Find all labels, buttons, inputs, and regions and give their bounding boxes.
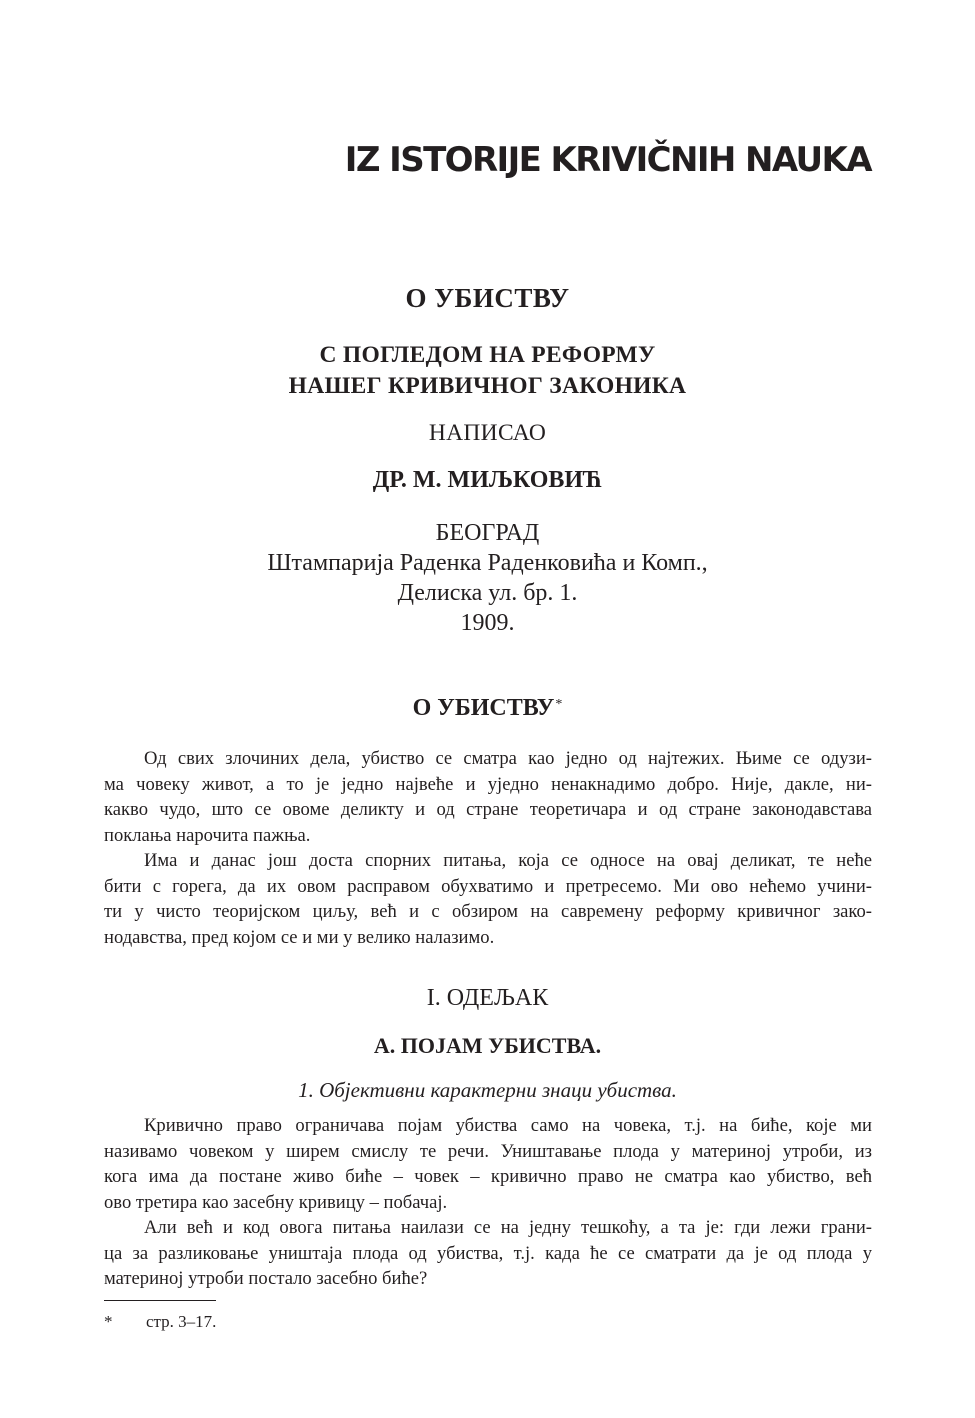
imprint-address: Делиска ул. бр. 1. [397, 580, 578, 606]
article-title-text: О УБИСТВУ [412, 695, 555, 721]
written-by-label: НАПИСАО [428, 420, 547, 446]
subsection-heading: А. ПОЈАМ УБИСТВА. [373, 1033, 602, 1058]
paragraph-line: Има и данас још доста спорних питања, која се односе на овај деликат, те неће [144, 850, 872, 871]
imprint-year: 1909. [460, 610, 515, 636]
paragraph-line: ца за разликовање уништаја плода од убиства, т.ј. када ће се сматрати да је од плода у [104, 1242, 872, 1264]
paragraph [104, 1113, 872, 1216]
footnote-divider [104, 1300, 216, 1301]
footnote-reference[interactable]: * [555, 697, 563, 712]
paragraph-line: нодавства, пред којом се и ми у велико налазимо. [104, 927, 495, 949]
paragraph-line: кога има да постане живо биће – човек – кривично право не сматра као убиство, већ [104, 1166, 872, 1188]
paragraph-line: какво чудо, што се овоме деликту и од стране теоретичара и од стране законодавстава [104, 799, 872, 821]
paragraph-line: бити с горега, да их овом расправом обухватимо и претресемо. Ми ово нећемо учини- [104, 875, 872, 897]
book-subtitle [0, 340, 975, 402]
book-subtitle-line: НАШЕГ КРИВИЧНОГ ЗАКОНИКА [288, 373, 687, 399]
footnote [104, 1312, 216, 1332]
section-title: IZ ISTORIJE KRIVIČNIH NAUKA [344, 140, 871, 180]
paragraph-line: ма човеку живот, а то је једно највеће и уједно ненакнадимо добро. Није, дакле, ни- [104, 773, 872, 795]
book-subtitle-line: С ПОГЛЕДОМ НА РЕФОРМУ [319, 342, 656, 368]
paragraph-line: ти у чисто теоријском циљу, већ и с обзиром на савремену реформу кривичног зако- [104, 901, 872, 923]
paragraph [104, 746, 872, 849]
paragraph-line: ово третира као засебну кривицу – побачај. [104, 1192, 448, 1214]
paragraph [104, 1215, 872, 1292]
paragraph-line: Али већ и код овога питања наилази се на једну тешкоћу, а та је: гди лежи грани- [144, 1217, 872, 1238]
section-heading: I. ОДЕЉАК [426, 985, 549, 1011]
footnote-marker: * [104, 1312, 113, 1331]
paragraph-line: Кривично право ограничава појам убиства само на човека, т.ј. на биће, које ми [144, 1115, 872, 1136]
paragraph-line: Од свих злочиних дела, убиство се сматра као једно од најтежих. Њиме се одузи- [144, 748, 872, 769]
paragraph-line: материној утроби постало засебно биће? [104, 1268, 428, 1290]
imprint [0, 518, 975, 638]
paragraph [104, 848, 872, 951]
paragraph-line: називамо човеком у ширем смислу те речи. Уништавање плода у материној утроби, из [104, 1140, 872, 1162]
article-title [0, 695, 975, 722]
paragraph-line: поклања нарочита пажња. [104, 825, 311, 847]
footnote-text: стр. 3–17. [146, 1312, 217, 1331]
book-title: О УБИСТВУ [405, 283, 570, 313]
subsubsection-heading: 1. Објективни карактерни знаци убиства. [298, 1078, 677, 1102]
imprint-printer: Штампарија Раденка Раденковића и Комп., [267, 550, 708, 576]
imprint-city: БЕОГРАД [435, 520, 540, 546]
author-name: ДР. М. МИЉКОВИЋ [372, 467, 603, 493]
